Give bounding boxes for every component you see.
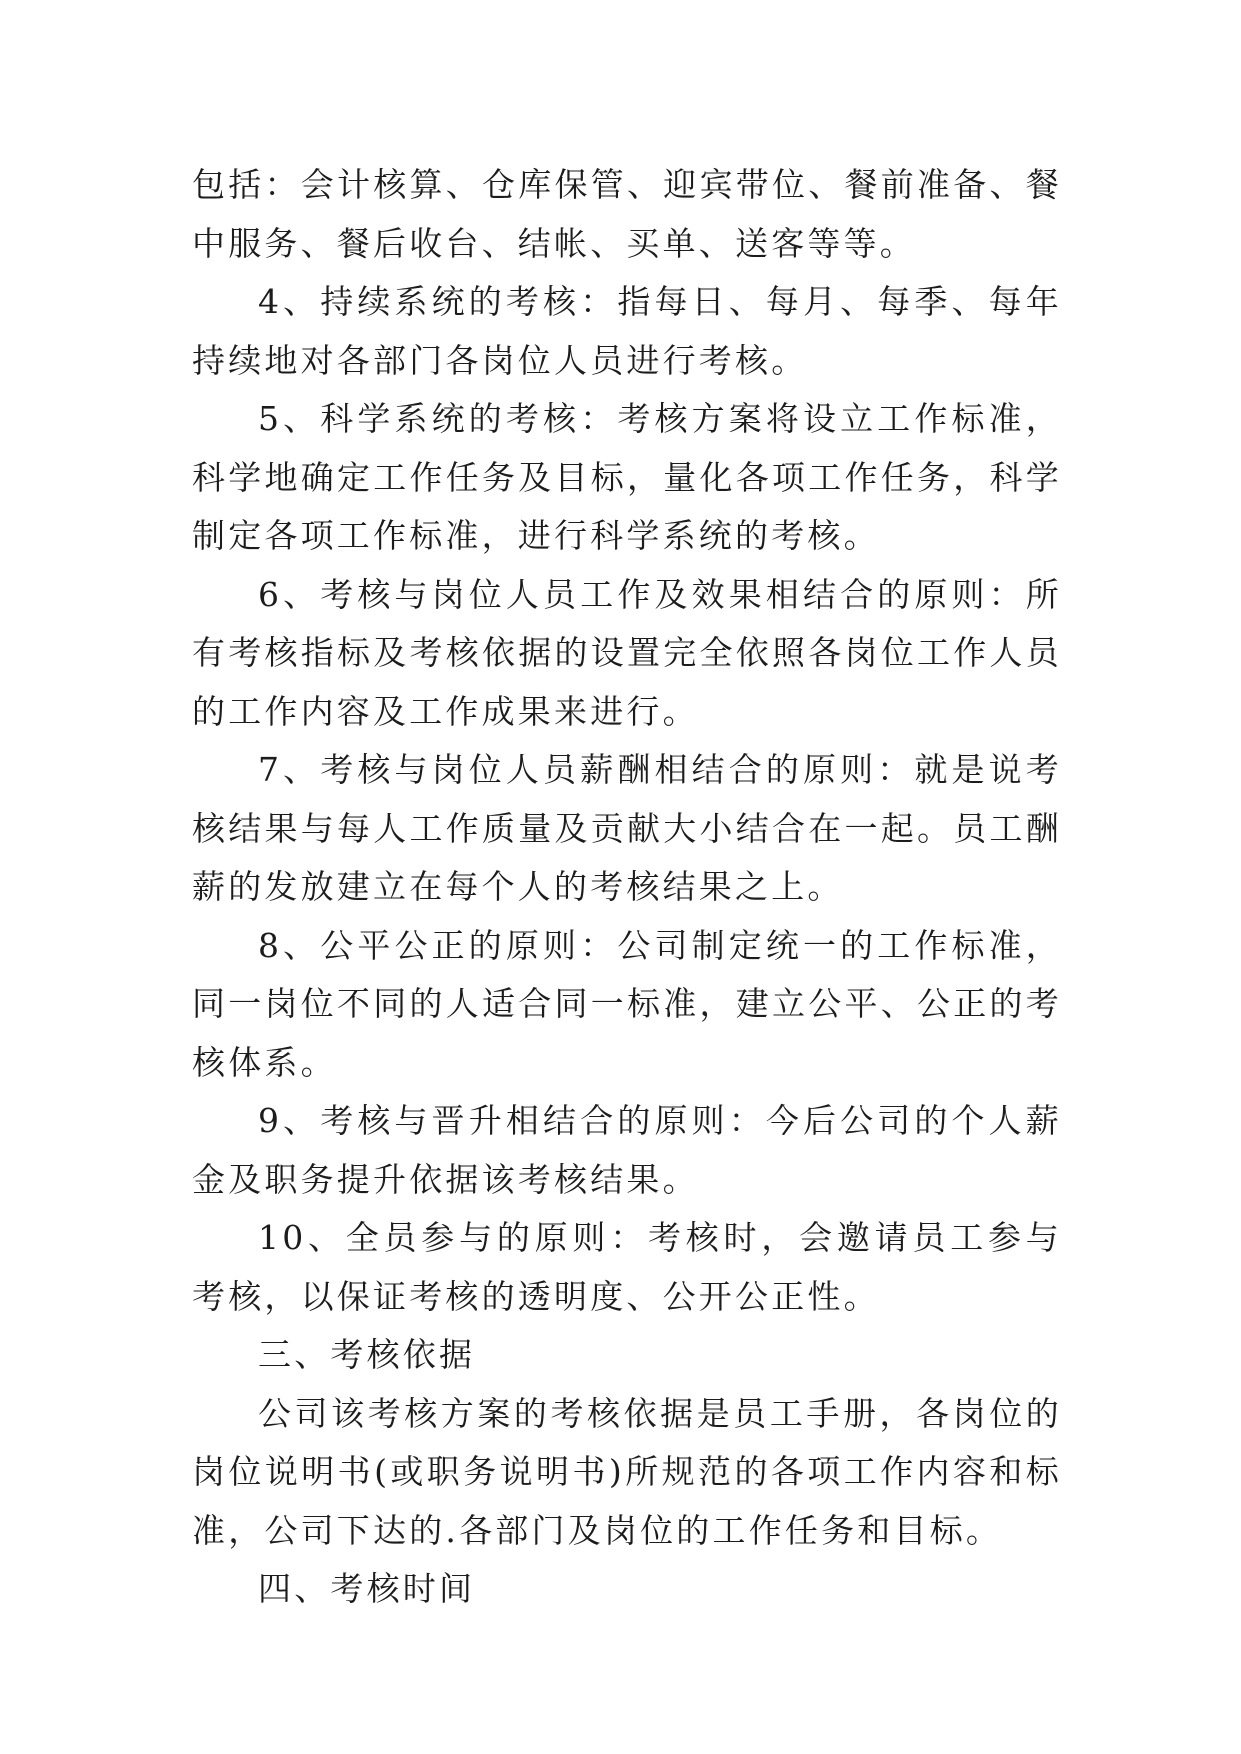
paragraph-item-4: 4、持续系统的考核：指每日、每月、每季、每年持续地对各部门各岗位人员进行考核。 xyxy=(192,282,1062,380)
paragraph-item-10: 10、全员参与的原则：考核时，会邀请员工参与考核，以保证考核的透明度、公开公正性。 xyxy=(192,1218,1062,1316)
paragraph-item-9: 9、考核与晋升相结合的原则：今后公司的个人薪金及职务提升依据该考核结果。 xyxy=(192,1101,1062,1199)
paragraph-item-6: 6、考核与岗位人员工作及效果相结合的原则：所有考核指标及考核依据的设置完全依照各岗位工作人员的工作内容及工作成果来进行。 xyxy=(192,574,1062,731)
paragraph-assessment-basis: 公司该考核方案的考核依据是员工手册，各岗位的岗位说明书(或职务说明书)所规范的各项工作内容和标准，公司下达的.各部门及岗位的工作任务和目标。 xyxy=(192,1393,1062,1550)
paragraph-continued: 包括：会计核算、仓库保管、迎宾带位、餐前准备、餐中服务、餐后收台、结帐、买单、送客等等。 xyxy=(192,165,1062,263)
section-heading-3: 三、考核依据 xyxy=(258,1335,476,1374)
paragraph-item-7: 7、考核与岗位人员薪酬相结合的原则：就是说考核结果与每人工作质量及贡献大小结合在一起。员工酬薪的发放建立在每个人的考核结果之上。 xyxy=(192,750,1062,906)
paragraph-item-5: 5、科学系统的考核：考核方案将设立工作标准，科学地确定工作任务及目标，量化各项工作任务，科学制定各项工作标准，进行科学系统的考核。 xyxy=(192,399,1062,555)
section-heading-4: 四、考核时间 xyxy=(258,1569,476,1608)
document-body xyxy=(192,156,1062,1619)
paragraph-item-8: 8、公平公正的原则：公司制定统一的工作标准，同一岗位不同的人适合同一标准，建立公平、公正的考核体系。 xyxy=(192,925,1062,1082)
